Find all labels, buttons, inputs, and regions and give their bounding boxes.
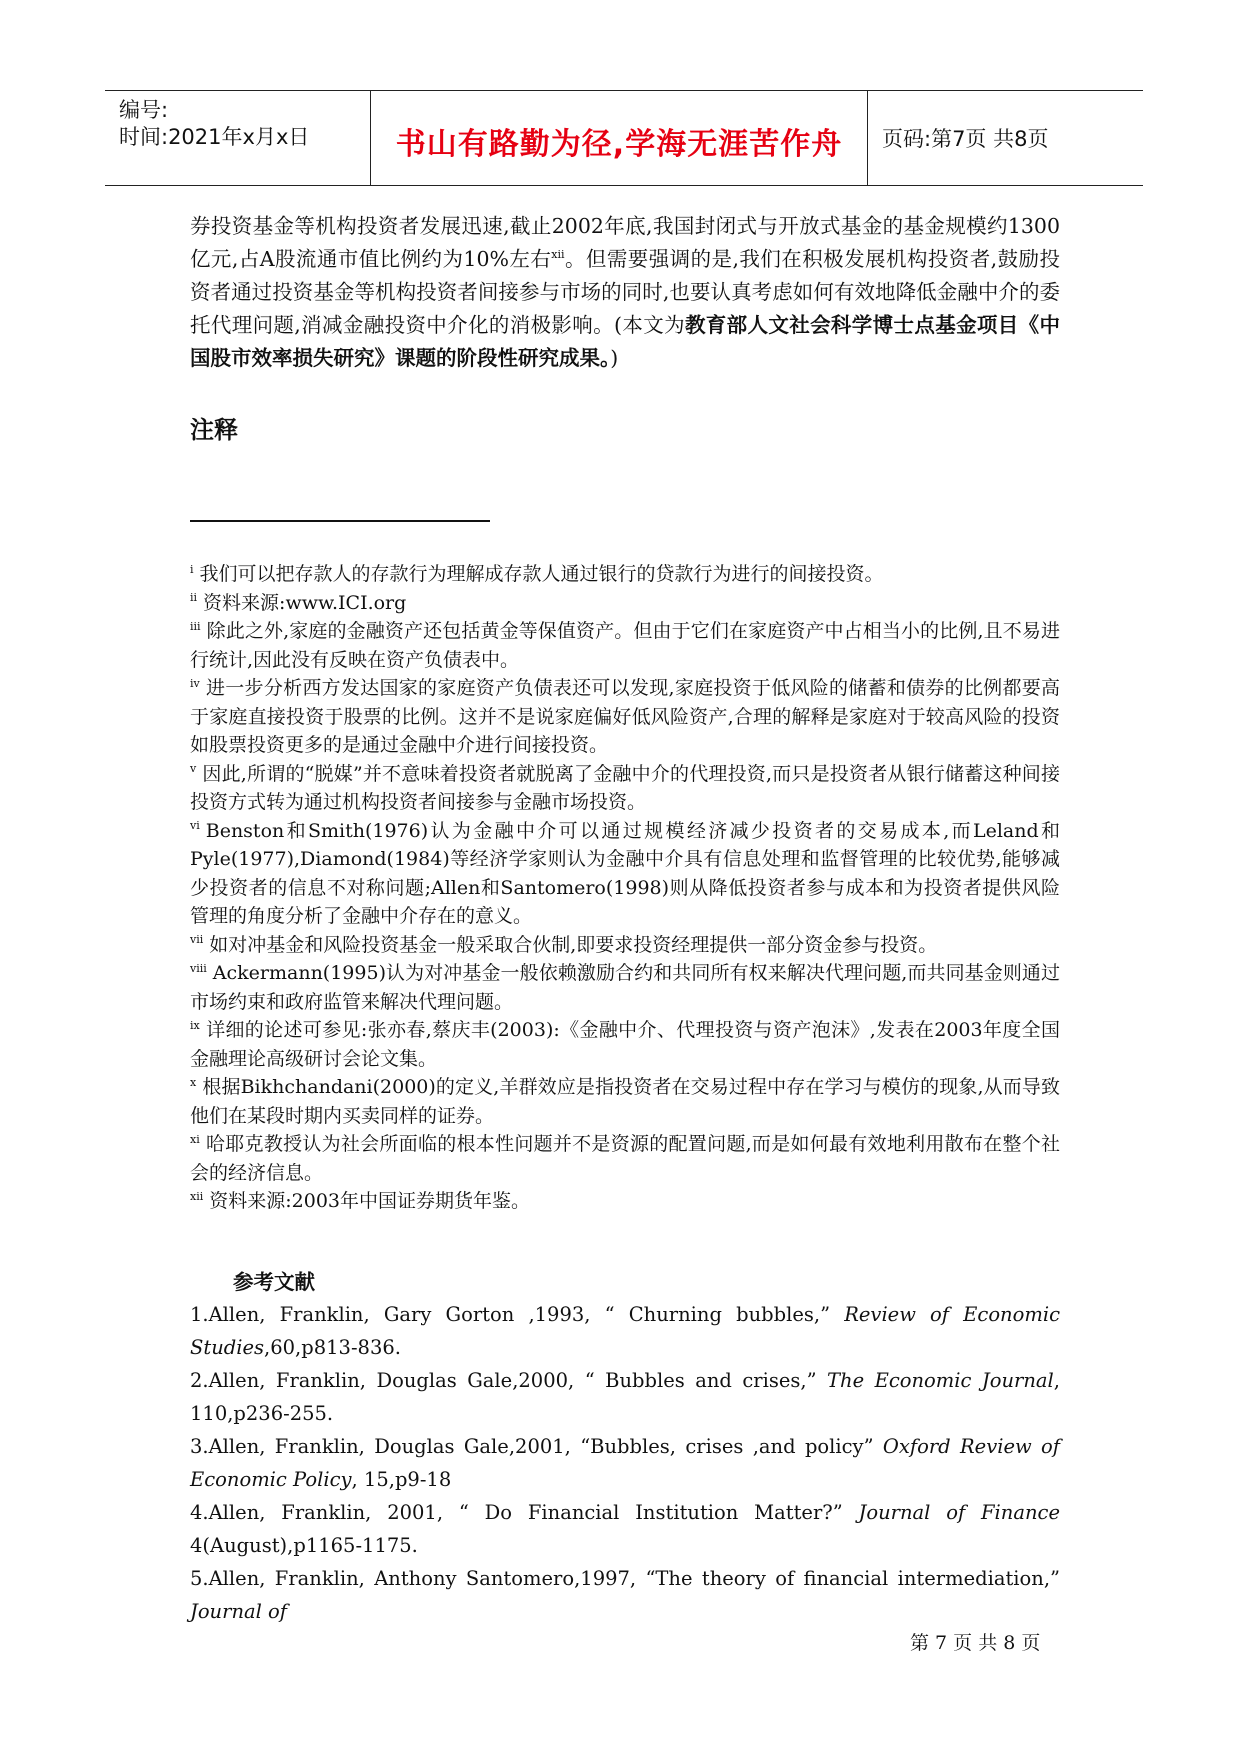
footnote-mark: ix [190, 1018, 200, 1032]
footnote-text: 我们可以把存款人的存款行为理解成存款人通过银行的贷款行为进行的间接投资。 [199, 563, 884, 585]
footnote-text: 资料来源:www.ICI.org [203, 591, 407, 614]
footnote-item [190, 1073, 1060, 1130]
page-header [105, 90, 1143, 186]
header-motto: 书山有路勤为径,学海无涯苦作舟 [395, 127, 843, 162]
footnote-mark: x [190, 1075, 197, 1089]
reference-journal: Review of Economic Studies [190, 1303, 1061, 1359]
reference-text: , 110,p236-255. [190, 1369, 1060, 1425]
footnote-item [190, 931, 1060, 960]
header-meta [105, 91, 371, 185]
footnote-text: Benston和Smith(1976)认为金融中介可以通过规模经济减少投资者的交易成本,而Leland和Pyle(1977),Diamond(1984)等经济学家则认为金融中介具有信息处理和监督管理的比较优势,能够减少投资者的信息不对称问题;Allen和Santomero(1998)则从降低投资者参与成本和为投资者提供风险管理的角度分析了金融中介存在的意义。 [190, 819, 1060, 927]
footnote-text: 详细的论述可参见:张亦春,蔡庆丰(2003):《金融中介、代理投资与资产泡沫》,发表在2003年度全国金融理论高级研讨会论文集。 [190, 1019, 1060, 1070]
reference-text: ,60,p813-836. [264, 1336, 401, 1359]
footnote-mark: iii [190, 619, 201, 633]
reference-item [190, 1430, 1060, 1496]
header-motto-cell [371, 91, 868, 185]
footnote-mark: vii [190, 933, 204, 947]
references-heading: 参考文献 [233, 1270, 315, 1294]
reference-text: 1.Allen, Franklin, Gary Gorton ,1993, “ Churning bubbles,” [190, 1303, 845, 1326]
document-time-label: 时间:2021年x月x日 [119, 125, 310, 149]
footnote-mark: vi [190, 819, 200, 833]
reference-text: 2.Allen, Franklin, Douglas Gale,2000, “ Bubbles and crises,” [190, 1369, 828, 1392]
reference-journal: Journal of Finance [858, 1501, 1060, 1524]
footnote-mark: ii [190, 591, 198, 605]
footnote-item [190, 674, 1060, 760]
reference-item [190, 1298, 1060, 1364]
reference-journal: The Economic Journal [827, 1369, 1054, 1392]
footnote-mark: iv [190, 676, 200, 690]
footnote-item [190, 617, 1060, 674]
reference-journal: Oxford Review of Economic Policy [190, 1435, 1060, 1491]
reference-text: 5.Allen, Franklin, Anthony Santomero,1997, “The theory of financial intermediation,” [190, 1567, 1060, 1590]
footnote-mark: i [190, 562, 194, 576]
reference-item [190, 1562, 1060, 1628]
document-number-label: 编号: [119, 98, 169, 122]
paragraph-bold-text: 教育部人文社会科学博士点基金项目《中国股市效率损失研究》课题的阶段性研究成果。 [190, 313, 1061, 370]
footnote-text: Ackermann(1995)认为对冲基金一般依赖激励合约和共同所有权来解决代理问题,而共同基金则通过市场约束和政府监管来解决代理问题。 [190, 962, 1060, 1013]
footnote-item [190, 1130, 1060, 1187]
footnote-mark: viii [190, 961, 207, 975]
page-footer: 第 7 页 共 8 页 [910, 1632, 1041, 1654]
paragraph-text-continued: 。但需要强调的是,我们在积极发展机构投资者,鼓励投资者通过投资基金等机构投资者间接参与市场的同时,也要认真考虑如何有效地降低金融中介的委托代理问题,消减金融投资中介化的消极影响。(本文为 [190, 247, 1060, 337]
footnote-list [190, 560, 1060, 1216]
footnote-text: 哈耶克教授认为社会所面临的根本性问题并不是资源的配置问题,而是如何最有效地利用散布在整个社会的经济信息。 [190, 1133, 1060, 1184]
header-page-info: 页码:第7页 共8页 [882, 127, 1049, 151]
reference-item [190, 1496, 1060, 1562]
footnote-item [190, 560, 1060, 589]
footnote-item [190, 959, 1060, 1016]
reference-text: 4.Allen, Franklin, 2001, “ Do Financial Institution Matter?” [190, 1501, 859, 1524]
paragraph-end: ) [610, 346, 619, 370]
footnote-text: 根据Bikhchandani(2000)的定义,羊群效应是指投资者在交易过程中存在学习与模仿的现象,从而导致他们在某段时期内买卖同样的证券。 [190, 1076, 1060, 1127]
notes-heading: 注释 [190, 416, 238, 444]
footnote-item [190, 589, 1060, 618]
reference-text: 3.Allen, Franklin, Douglas Gale,2001, “Bubbles, crises ,and policy” [190, 1435, 883, 1458]
reference-journal: Journal of [190, 1600, 288, 1623]
paragraph-text: 券投资基金等机构投资者发展迅速,截止2002年底,我国封闭式与开放式基金的基金规模约1300亿元,占A股流通市值比例约为10%左右 [190, 214, 1060, 271]
footnote-separator [190, 520, 490, 522]
footnote-text: 因此,所谓的“脱媒”并不意味着投资者就脱离了金融中介的代理投资,而只是投资者从银行储蓄这种间接投资方式转为通过机构投资者间接参与金融市场投资。 [190, 762, 1060, 813]
body-paragraph [190, 210, 1060, 375]
footnote-text: 资料来源:2003年中国证券期货年鉴。 [209, 1190, 531, 1212]
reference-list [190, 1298, 1060, 1628]
footnote-item [190, 760, 1060, 817]
footnote-text: 进一步分析西方发达国家的家庭资产负债表还可以发现,家庭投资于低风险的储蓄和债券的比例都要高于家庭直接投资于股票的比例。这并不是说家庭偏好低风险资产,合理的解释是家庭对于较高风险的投资如股票投资更多的是通过金融中介进行间接投资。 [190, 677, 1060, 756]
footnote-item [190, 1187, 1060, 1216]
footnote-item [190, 817, 1060, 931]
reference-text: 4(August),p1165-1175. [190, 1534, 418, 1557]
footnote-text: 如对冲基金和风险投资基金一般采取合伙制,即要求投资经理提供一部分资金参与投资。 [209, 933, 938, 956]
footnote-mark: xii [190, 1189, 204, 1203]
reference-text: , 15,p9-18 [351, 1468, 452, 1491]
footnote-mark: v [190, 762, 197, 776]
footnote-marker: xii [551, 248, 565, 262]
footnote-text: 除此之外,家庭的金融资产还包括黄金等保值资产。但由于它们在家庭资产中占相当小的比例,且不易进行统计,因此没有反映在资产负债表中。 [190, 620, 1060, 671]
header-page-cell [868, 91, 1143, 185]
footnote-item [190, 1016, 1060, 1073]
reference-item [190, 1364, 1060, 1430]
footnote-mark: xi [190, 1132, 200, 1146]
